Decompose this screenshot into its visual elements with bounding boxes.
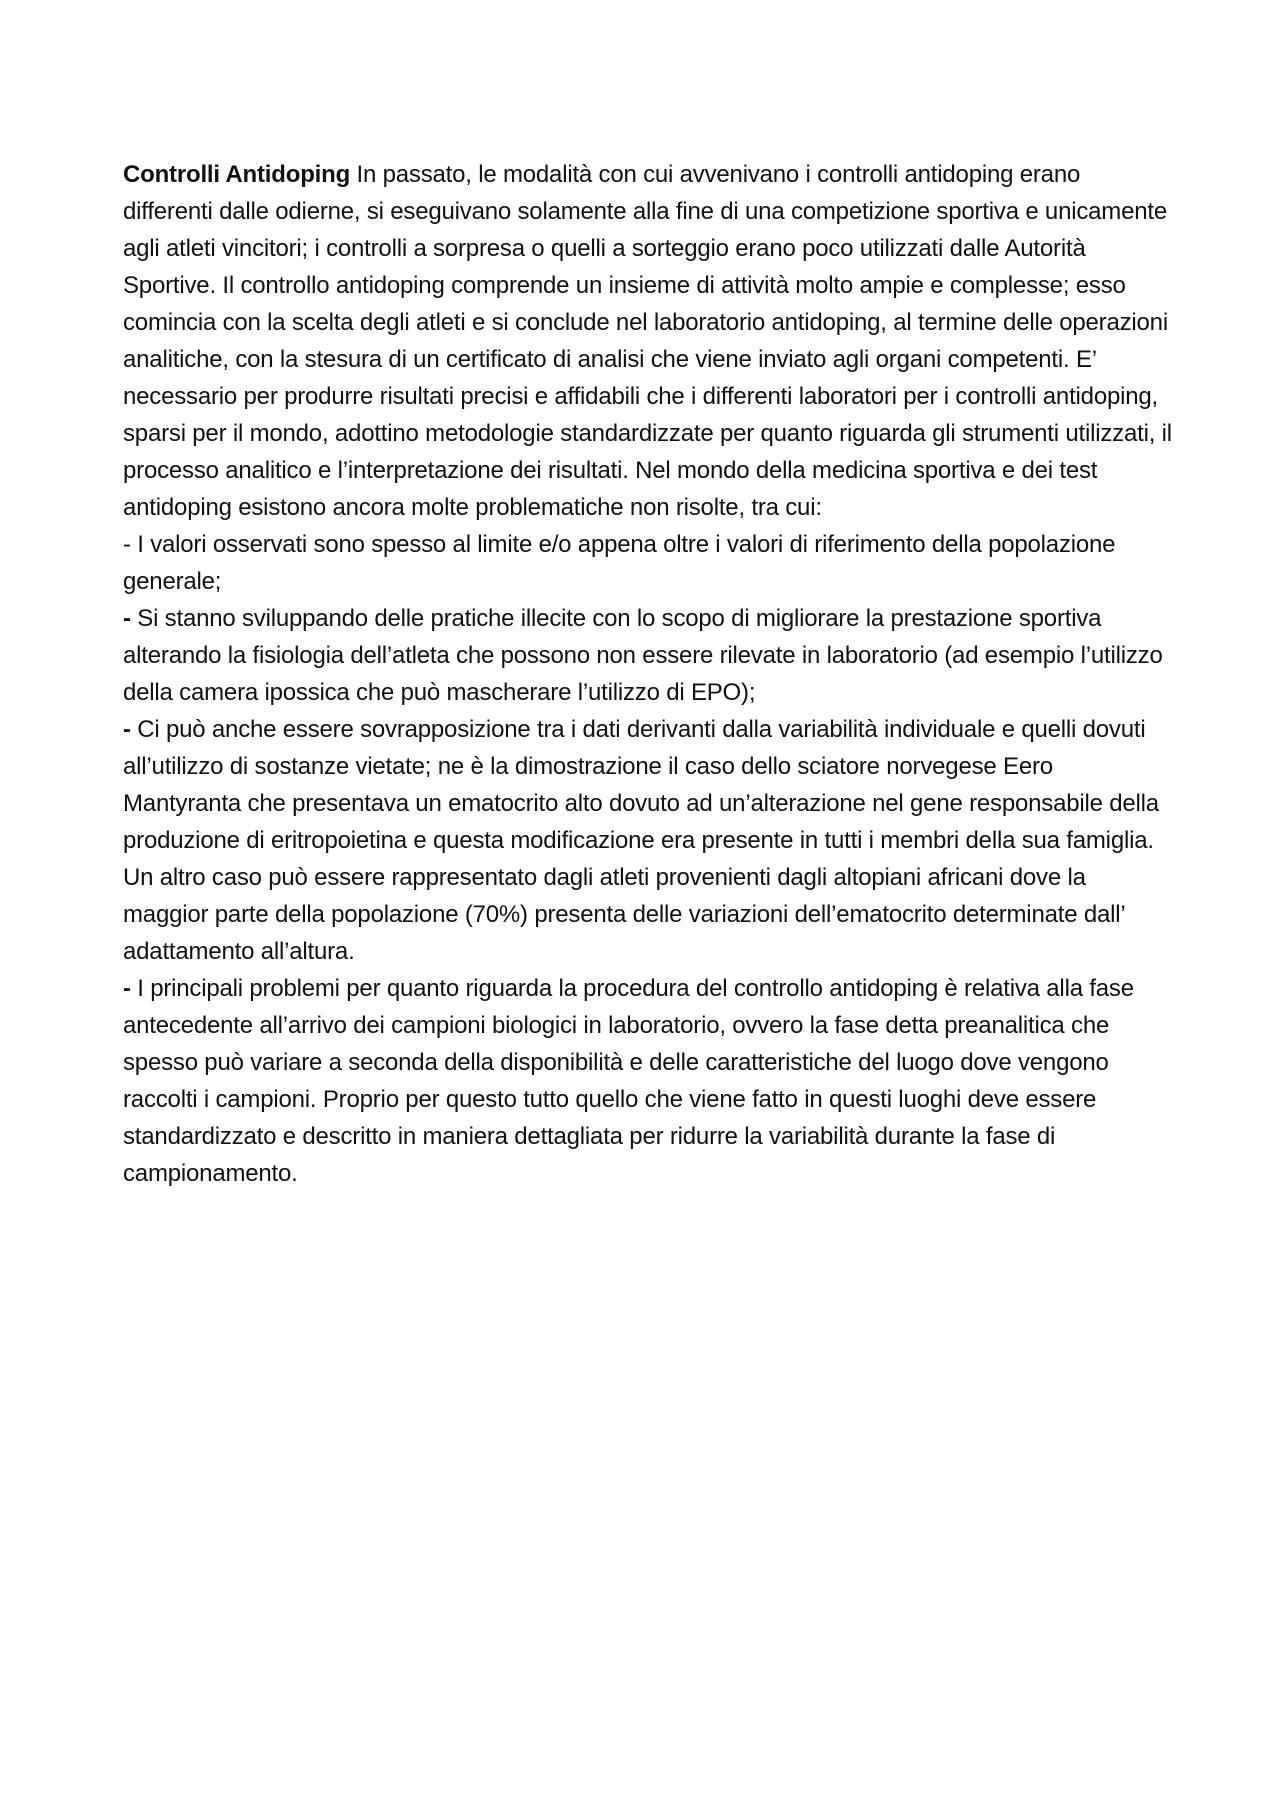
list-item-dash: - bbox=[123, 975, 131, 1002]
intro-paragraph bbox=[123, 156, 1173, 526]
document-page bbox=[123, 156, 1173, 1192]
list-item bbox=[123, 711, 1173, 970]
list-item-text: I principali problemi per quanto riguarda la procedura del controllo antidoping è relativa alla fase antecedente all’arrivo dei campioni biologici in laboratorio, ovvero la fase detta preanalitica che spesso può variare a seconda della disponibilità e delle caratteristiche del luogo dove vengono raccolti i campioni. Proprio per questo tutto quello che viene fatto in questi luoghi deve essere standardizzato e descritto in maniera dettagliata per ridurre la variabilità durante la fase di campionamento. bbox=[123, 975, 1134, 1187]
list-item-text: I valori osservati sono spesso al limite e/o appena oltre i valori di riferimento della popolazione generale; bbox=[123, 531, 1116, 595]
document-title: Controlli Antidoping bbox=[123, 161, 351, 188]
list-item bbox=[123, 600, 1173, 711]
list-item-dash: - bbox=[123, 605, 131, 632]
list-item bbox=[123, 970, 1173, 1192]
intro-text: In passato, le modalità con cui avvenivano i controlli antidoping erano differenti dalle odierne, si eseguivano solamente alla fine di una competizione sportiva e unicamente agli atleti vincitori; i controlli a sorpresa o quelli a sorteggio erano poco utilizzati dalle Autorità Sportive. Il controllo antidoping comprende un insieme di attività molto ampie e complesse; esso comincia con la scelta degli atleti e si conclude nel laboratorio antidoping, al termine delle operazioni analitiche, con la stesura di un certificato di analisi che viene inviato agli organi competenti. E’ necessario per produrre risultati precisi e affidabili che i differenti laboratori per i controlli antidoping, sparsi per il mondo, adottino metodologie standardizzate per quanto riguarda gli strumenti utilizzati, il processo analitico e l’interpretazione dei risultati. Nel mondo della medicina sportiva e dei test antidoping esistono ancora molte problematiche non risolte, tra cui: bbox=[123, 161, 1172, 521]
list-item-dash: - bbox=[123, 531, 131, 558]
list-item-dash: - bbox=[123, 716, 131, 743]
list-item bbox=[123, 526, 1173, 600]
list-item-text: Si stanno sviluppando delle pratiche illecite con lo scopo di migliorare la prestazione sportiva alterando la fisiologia dell’atleta che possono non essere rilevate in laboratorio (ad esempio l’utilizzo della camera ipossica che può mascherare l’utilizzo di EPO); bbox=[123, 605, 1163, 706]
list-item-text: Ci può anche essere sovrapposizione tra i dati derivanti dalla variabilità individuale e quelli dovuti all’utilizzo di sostanze vietate; ne è la dimostrazione il caso dello sciatore norvegese Eero Mantyranta che presentava un ematocrito alto dovuto ad un’alterazione nel gene responsabile della produzione di eritropoietina e questa modificazione era presente in tutti i membri della sua famiglia. Un altro caso può essere rappresentato dagli atleti provenienti dagli altopiani africani dove la maggior parte della popolazione (70%) presenta delle variazioni dell’ematocrito determinate dall’ adattamento all’altura. bbox=[123, 716, 1159, 965]
